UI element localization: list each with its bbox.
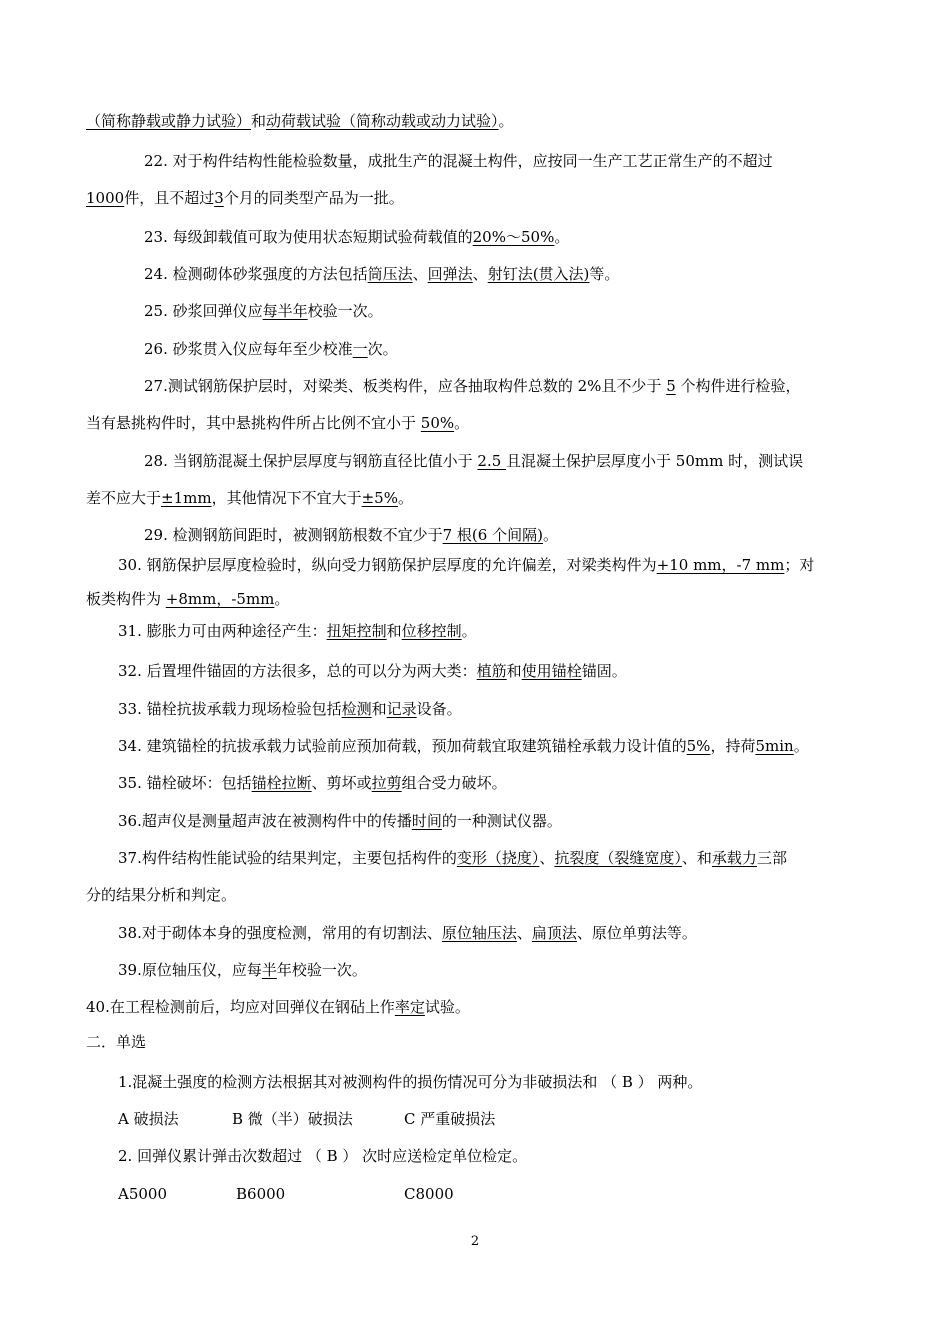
answer-blank: 承载力 [711, 849, 757, 867]
text-run: 。 [498, 112, 514, 130]
text-run: 当有悬挑构件时，其中悬挑构件所占比例不宜小于 [86, 414, 421, 432]
text-run: 27.测试钢筋保护层时，对梁类、板类构件，应各抽取构件总数的 2%且不少于 [144, 377, 667, 395]
text-line-l0 [86, 110, 864, 132]
text-line-l29 [144, 524, 864, 546]
text-run: 30. 钢筋保护层厚度检验时，纵向受力钢筋保护层厚度的允许偏差，对梁类构件为 [118, 556, 657, 574]
choice-option-q1c: C 严重破损法 [404, 1110, 496, 1128]
text-run: 、 [516, 924, 532, 942]
answer-blank: 2.5 [477, 452, 507, 470]
answer-blank: 原位轴压法 [441, 924, 517, 942]
text-run: ，持荷 [710, 737, 756, 755]
text-run: 板类构件为 [86, 590, 166, 608]
text-run: 34. 建筑锚栓的抗拔承载力试验前应预加荷载，预加荷载宜取建筑锚栓承载力设计值的 [118, 737, 687, 755]
answer-blank: 5 [666, 377, 676, 395]
answer-blank: 时间 [411, 812, 442, 830]
text-line-l37a [118, 847, 864, 869]
text-line-l27b [86, 412, 864, 434]
text-run: 。 [397, 489, 413, 507]
text-line-l32 [118, 660, 864, 682]
text-run: 锚固。 [581, 662, 627, 680]
answer-blank: （简称静载或静力试验） [86, 112, 252, 130]
text-run: 28. 当钢筋混凝土保护层厚度与钢筋直径比值小于 [144, 452, 478, 470]
text-run: 、原位单剪法等。 [576, 924, 697, 942]
answer-blank: 植筋 [476, 662, 507, 680]
text-line-l38 [118, 922, 864, 944]
text-run: 23. 每级卸载值可取为使用状态短期试验荷载值的 [144, 228, 473, 246]
text-run: 。 [554, 228, 570, 246]
text-run: 三部 [756, 849, 787, 867]
answer-blank: 一 [352, 340, 368, 358]
answer-blank: 50% [420, 414, 455, 432]
text-run: 试验。 [424, 998, 470, 1016]
text-line-l28a [144, 450, 864, 472]
text-run: 等。 [589, 265, 620, 283]
text-run: 个月的同类型产品为一批。 [223, 189, 404, 207]
text-run: 37.构件结构性能试验的结果判定，主要包括构件的 [118, 849, 457, 867]
answer-blank: 抗裂度（裂缝宽度） [554, 849, 682, 867]
text-run: 29. 检测钢筋间距时，被测钢筋根数不宜少于 [144, 526, 443, 544]
text-run: 36.超声仪是测量超声波在被测构件中的传播 [118, 812, 412, 830]
text-line-l37b [86, 884, 864, 906]
answer-blank: +8mm，-5mm [165, 590, 275, 608]
answer-blank: 记录 [386, 700, 417, 718]
text-line-l40 [86, 996, 864, 1018]
text-run: 。 [454, 414, 470, 432]
answer-blank: ±5% [361, 489, 398, 507]
text-line-l25 [144, 300, 864, 322]
text-run: 件，且不超过 [124, 189, 215, 207]
text-run: 和 [371, 700, 387, 718]
text-run: 32. 后置埋件锚固的方法很多，总的可以分为两大类： [118, 662, 477, 680]
text-run: 25. 砂浆回弹仪应 [144, 302, 263, 320]
answer-blank: 回弹法 [427, 265, 473, 283]
text-run: 24. 检测砌体砂浆强度的方法包括 [144, 265, 368, 283]
answer-blank: 20%～50% [472, 228, 555, 246]
answer-blank: 拉剪 [371, 774, 402, 792]
text-run: 分的结果分析和判定。 [86, 886, 237, 904]
text-line-l31 [118, 620, 864, 642]
text-line-l26 [144, 338, 864, 360]
answer-blank: 变形（挠度） [456, 849, 540, 867]
text-line-q2 [118, 1145, 864, 1167]
text-run: 、剪坏或 [311, 774, 372, 792]
text-line-l39 [118, 959, 864, 981]
text-run: 39.原位轴压仪，应每 [118, 961, 262, 979]
text-run: ；对 [784, 556, 815, 574]
text-line-l22b [86, 187, 864, 209]
text-line-l27a [144, 375, 864, 397]
answer-blank: 射钉法(贯入法) [487, 265, 590, 283]
answer-blank: 率定 [394, 998, 425, 1016]
answer-blank: 半 [261, 961, 277, 979]
text-run: 、 [472, 265, 488, 283]
text-run: 组合受力破坏。 [401, 774, 507, 792]
choice-option-q2c: C8000 [404, 1185, 454, 1203]
answer-blank: 5% [686, 737, 711, 755]
text-run: 。 [542, 526, 558, 544]
answer-blank: ±1mm [161, 489, 212, 507]
page-number: 2 [470, 1234, 480, 1249]
text-run: 、 [412, 265, 428, 283]
text-line-sec2 [86, 1031, 864, 1053]
answer-blank: 扭矩控制 [326, 622, 387, 640]
answer-blank: 扁顶法 [531, 924, 577, 942]
text-line-q1 [118, 1071, 864, 1093]
text-run: 年校验一次。 [276, 961, 367, 979]
answer-blank: 使用锚栓 [521, 662, 582, 680]
answer-blank: 动荷载试验（简称动载或动力试验） [266, 112, 499, 130]
text-line-l30a [118, 554, 864, 576]
text-run: 1.混凝土强度的检测方法根据其对被测构件的损伤情况可分为非破损法和 （ B ） 两种。 [118, 1073, 703, 1091]
answer-blank: 位移控制 [401, 622, 462, 640]
choice-option-q2b: B6000 [236, 1185, 286, 1203]
text-line-l22a [144, 150, 864, 172]
text-run: 22. 对于构件结构性能检验数量，成批生产的混凝土构件，应按同一生产工艺正常生产的不超过 [144, 152, 773, 170]
text-line-l23 [144, 226, 864, 248]
answer-blank: 锚栓拉断 [251, 774, 312, 792]
answer-blank: 检测 [341, 700, 372, 718]
text-run: 38.对于砌体本身的强度检测，常用的有切割法、 [118, 924, 442, 942]
text-run: 设备。 [416, 700, 462, 718]
text-line-l28b [86, 487, 864, 509]
answer-blank: +10 mm，-7 mm [656, 556, 785, 574]
text-line-l35 [118, 772, 864, 794]
text-line-l24 [144, 263, 864, 285]
text-run: 。 [461, 622, 477, 640]
text-run: 33. 锚栓抗拔承载力现场检验包括 [118, 700, 342, 718]
text-run: 次。 [367, 340, 398, 358]
text-run: 校验一次。 [307, 302, 383, 320]
text-run: 和 [506, 662, 522, 680]
text-run: 。 [793, 737, 809, 755]
text-run: ，其他情况下不宜大于 [211, 489, 362, 507]
choice-option-q1b: B 微（半）破损法 [232, 1110, 353, 1128]
choice-option-q2a: A5000 [118, 1185, 168, 1203]
answer-blank: 7 根(6 个间隔) [442, 526, 543, 544]
text-line-l30b [86, 588, 864, 610]
text-run: 的一种测试仪器。 [441, 812, 562, 830]
answer-blank: 1000 [86, 189, 125, 207]
text-line-l34 [118, 735, 864, 757]
text-run: 26. 砂浆贯入仪应每年至少校准 [144, 340, 353, 358]
text-run: 40.在工程检测前后，均应对回弹仪在钢砧上作 [86, 998, 395, 1016]
choice-option-q1a: A 破损法 [118, 1110, 179, 1128]
text-line-l33 [118, 698, 864, 720]
answer-blank: 筒压法 [367, 265, 413, 283]
text-run: 个构件进行检验， [675, 377, 801, 395]
text-run: 和 [386, 622, 402, 640]
text-run: 。 [274, 590, 290, 608]
text-line-l36 [118, 810, 864, 832]
text-run: 二．单选 [86, 1033, 147, 1051]
text-run: 差不应大于 [86, 489, 162, 507]
text-run: 31. 膨胀力可由两种途径产生： [118, 622, 327, 640]
answer-blank: 5min [755, 737, 794, 755]
text-run: 、和 [681, 849, 712, 867]
text-run: 且混凝土保护层厚度小于 50mm 时，测试误 [506, 452, 804, 470]
text-run: 35. 锚栓破坏：包括 [118, 774, 252, 792]
text-run: 2. 回弹仪累计弹击次数超过 （ B ） 次时应送检定单位检定。 [118, 1147, 528, 1165]
answer-blank: 每半年 [262, 302, 308, 320]
answer-blank: 3 [214, 189, 224, 207]
text-run: 和 [251, 112, 267, 130]
text-run: 、 [539, 849, 555, 867]
